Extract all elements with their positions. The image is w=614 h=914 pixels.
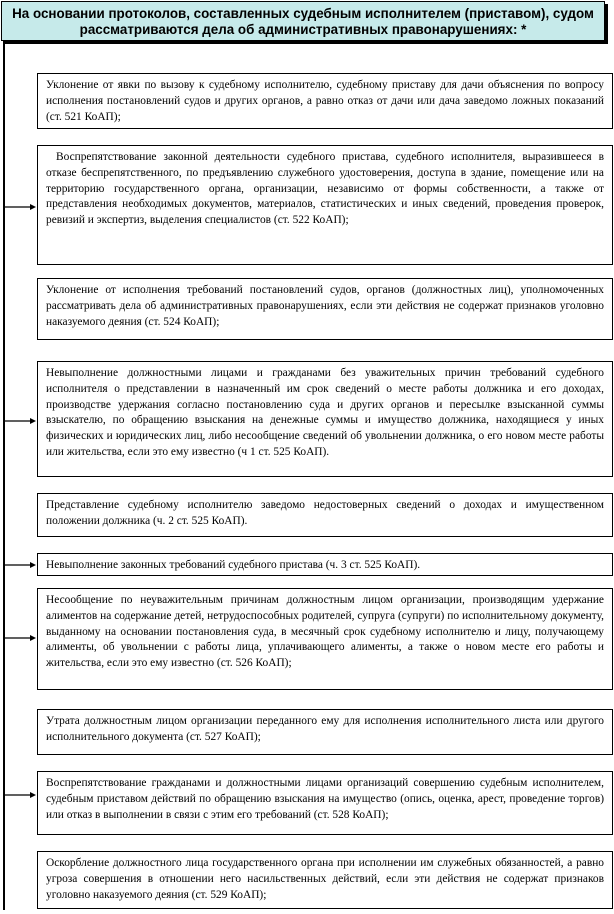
item-box-8: Утрата должностным лицом организации переданного ему для исполнения исполнительного листа или другого исполнительного документа (ст. 527 КоАП); (37, 709, 613, 755)
item-box-4: Невыполнение должностными лицами и гражданами без уважительных причин требований судебного исполнителя о представлении в назначенный им срок сведений о месте работы должника и его доходах, производстве удержания согласно постановлению суда и других органов и пересылке взысканной суммы взыскателю, по обращению взыскания на денежные суммы и имущество должника, находящиеся у иных физических и юридических лиц, либо несообщение сведений об увольнении должника, о его новом месте работы или жительства, если это ему известно (ч 1 ст. 525 КоАП). (37, 361, 613, 477)
item-box-2: Воспрепятствование законной деятельности судебного пристава, судебного исполнителя, выразившееся в отказе беспрепятственного, по предъявлению служебного удостоверения, доступа в здание, помещение или на территорию государственного органа, организации, независимо от формы собственности, а также от представления необходимых документов, материалов, статистических и иных сведений, проведения проверок, ревизий и экспертиз, выделения специалистов (ст. 522 КоАП); (37, 145, 613, 265)
arrow-4 (0, 634, 36, 642)
item-box-7: Несообщение по неуважительным причинам должностным лицом организации, производящим удержание алиментов на содержание детей, нетрудоспособных родителей, супруга (супруги) по исполнительному документу, выданному на основании постановления суда, в месячный срок судебному исполнителю и лицу, получающему алименты, об увольнении с работы лица, уплачивающего алименты, а также о новом месте его работы и жительства, если это ему известно (ст. 526 КоАП); (37, 588, 613, 690)
arrow-1 (0, 203, 36, 211)
item-box-5: Представление судебному исполнителю заведомо недостоверных сведений о доходах и имущественном положении должника (ч. 2 ст. 525 КоАП). (37, 493, 613, 537)
diagram-title: На основании протоколов, составленных судебным исполнителем (приставом), судом рассматриваются дела об административных правонарушениях: * (1, 1, 605, 41)
item-box-9: Воспрепятствование гражданами и должностными лицами организаций совершению судебным исполнителем, судебным приставом действий по обращению взыскания на имущество (опись, оценка, арест, проведение торгов) или отказ в выполнении в связи с этим его требований (ст. 528 КоАП); (37, 771, 613, 835)
arrow-3 (0, 561, 36, 569)
arrow-2 (0, 417, 36, 425)
connector-line (3, 41, 5, 910)
arrow-5 (0, 791, 36, 799)
item-box-3: Уклонение от исполнения требований постановлений судов, органов (должностных лиц), уполномоченных рассматривать дела об административных правонарушениях, если эти действия не содержат признаков уголовно наказуемого деяния (ст. 524 КоАП); (37, 278, 613, 340)
item-box-10: Оскорбление должностного лица государственного органа при исполнении им служебных обязанностей, а равно угроза совершения в отношении него насильственных действий, если эти действия не содержат признаков уголовно наказуемого деяния (ст. 529 КоАП); (37, 851, 613, 909)
item-box-6: Невыполнение законных требований судебного пристава (ч. 3 ст. 525 КоАП). (37, 553, 613, 576)
item-box-1: Уклонение от явки по вызову к судебному исполнителю, судебному приставу для дачи объяснения по вопросу исполнения постановлений судов и других органов, а равно отказ от дачи или дача заведомо ложных показаний (ст. 521 КоАП); (37, 73, 613, 129)
